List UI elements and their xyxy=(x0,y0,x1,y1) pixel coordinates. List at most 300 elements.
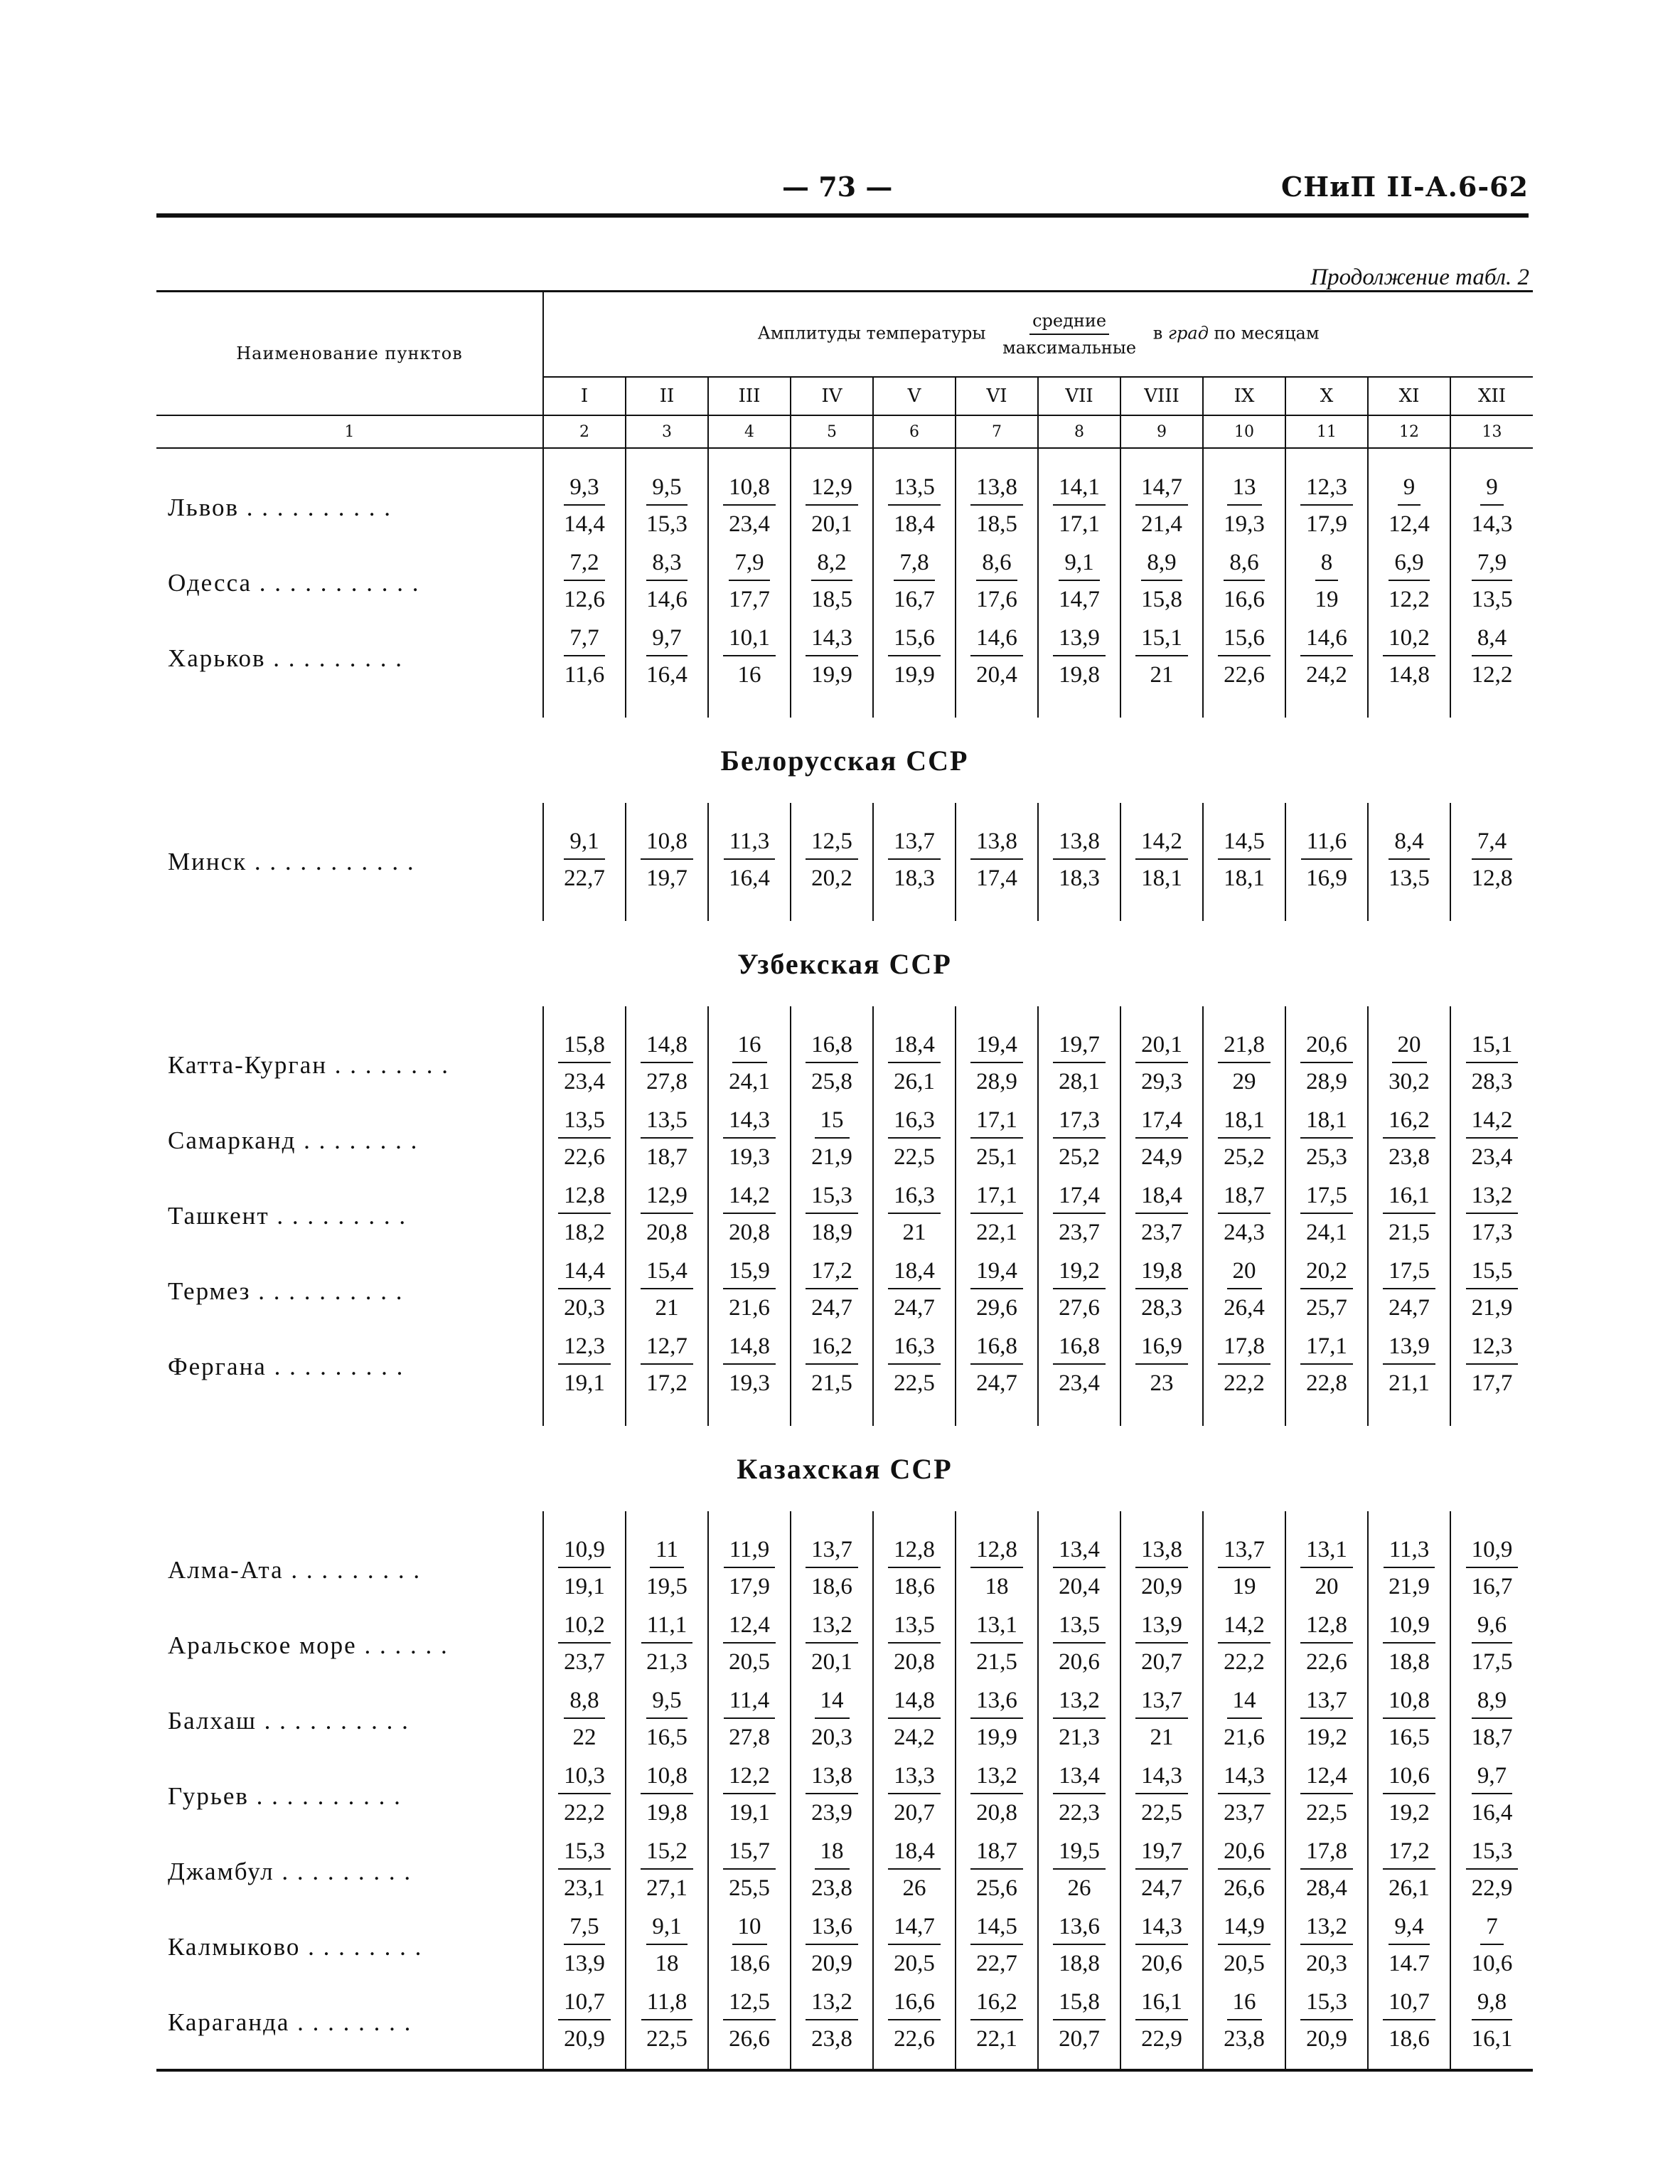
mean-amplitude: 13,2 xyxy=(1053,1686,1106,1719)
page-header xyxy=(156,171,1529,213)
mean-amplitude: 14,1 xyxy=(1053,473,1106,506)
max-amplitude: 25,5 xyxy=(729,1875,770,1901)
max-amplitude: 22 xyxy=(572,1725,596,1750)
max-amplitude: 24,7 xyxy=(1141,1875,1182,1901)
mean-amplitude: 9,3 xyxy=(564,473,604,506)
amplitude-fraction xyxy=(1466,1837,1519,1902)
max-amplitude: 23,8 xyxy=(1224,2026,1265,2052)
month-value-cell xyxy=(956,545,1038,621)
month-value-cell xyxy=(1368,1103,1450,1178)
max-amplitude: 23,8 xyxy=(1389,1144,1430,1170)
max-amplitude: 17,7 xyxy=(729,587,770,612)
amplitude-fraction xyxy=(970,624,1023,689)
max-amplitude: 18,8 xyxy=(1059,1951,1100,1976)
amplitude-fraction xyxy=(806,1332,858,1397)
max-amplitude: 22,8 xyxy=(1306,1370,1347,1396)
mean-amplitude: 12,8 xyxy=(1300,1611,1353,1644)
max-amplitude: 20,3 xyxy=(564,1295,605,1321)
month-value-cell xyxy=(1368,470,1450,545)
mean-amplitude: 20,6 xyxy=(1300,1030,1353,1063)
month-value-cell xyxy=(1203,824,1285,900)
month-value-cell xyxy=(1203,1909,1285,1985)
max-amplitude: 23,4 xyxy=(564,1069,605,1094)
max-amplitude: 22,2 xyxy=(1224,1649,1265,1675)
month-value-cell xyxy=(873,1329,956,1405)
amplitude-fraction xyxy=(1300,1988,1353,2053)
month-value-cell xyxy=(626,1254,708,1329)
mean-amplitude: 13,7 xyxy=(1135,1686,1188,1719)
max-amplitude: 23,7 xyxy=(1059,1220,1100,1245)
amplitude-fraction xyxy=(646,548,687,614)
mean-amplitude: 19,2 xyxy=(1053,1257,1106,1289)
amplitude-fraction xyxy=(729,1912,770,1978)
amplitude-fraction xyxy=(1472,1686,1513,1752)
mean-amplitude: 20 xyxy=(1392,1030,1427,1063)
mean-amplitude: 14,8 xyxy=(723,1332,776,1365)
max-amplitude: 16,5 xyxy=(1389,1725,1430,1750)
month-header: XII xyxy=(1450,377,1533,415)
amplitude-fraction xyxy=(888,1686,941,1752)
max-amplitude: 20,9 xyxy=(1141,1574,1182,1599)
month-value-cell xyxy=(1203,1608,1285,1683)
amplitude-fraction xyxy=(723,624,776,689)
mean-amplitude: 18,4 xyxy=(888,1837,941,1870)
max-amplitude: 22,9 xyxy=(1141,2026,1182,2052)
month-header: II xyxy=(626,377,708,415)
mean-amplitude: 13,7 xyxy=(888,827,941,860)
max-amplitude: 19,3 xyxy=(729,1144,770,1170)
month-value-cell xyxy=(791,1834,873,1909)
month-value-cell xyxy=(543,1834,626,1909)
mean-amplitude: 16,9 xyxy=(1135,1332,1188,1365)
amplitude-fraction xyxy=(641,1762,693,1827)
month-value-cell xyxy=(956,1178,1038,1254)
amplitude-fraction xyxy=(970,1535,1023,1601)
mean-amplitude: 12,5 xyxy=(723,1988,776,2020)
mean-amplitude: 14,9 xyxy=(1218,1912,1270,1945)
month-value-cell xyxy=(791,1254,873,1329)
month-value-cell xyxy=(791,1909,873,1985)
max-amplitude: 20,3 xyxy=(811,1725,852,1750)
month-value-cell xyxy=(543,1178,626,1254)
amplitude-fraction xyxy=(1300,1837,1353,1902)
amplitude-fraction xyxy=(806,1762,858,1827)
station-name: Аральское море . . . . . . xyxy=(156,1608,543,1683)
month-value-cell xyxy=(1038,545,1120,621)
mean-amplitude: 13,2 xyxy=(970,1762,1023,1794)
month-value-cell xyxy=(1285,1683,1368,1759)
max-amplitude: 20,9 xyxy=(1306,2026,1347,2052)
mean-amplitude: 19,8 xyxy=(1135,1257,1188,1289)
max-amplitude: 20 xyxy=(1315,1574,1339,1599)
max-amplitude: 20,7 xyxy=(894,1800,935,1826)
month-value-cell xyxy=(1285,824,1368,900)
month-value-cell xyxy=(1368,1608,1450,1683)
mean-amplitude: 15,8 xyxy=(1053,1988,1106,2020)
month-value-cell xyxy=(1120,1103,1203,1178)
amplitude-fraction xyxy=(641,827,693,893)
mean-amplitude: 15,3 xyxy=(558,1837,611,1870)
max-amplitude: 22,1 xyxy=(976,1220,1017,1245)
amplitude-fraction xyxy=(1472,1611,1513,1676)
month-value-cell xyxy=(1203,545,1285,621)
amplitude-fraction xyxy=(970,1837,1023,1902)
amplitude-fraction xyxy=(1383,624,1435,689)
amplitude-table xyxy=(156,290,1533,2072)
mean-amplitude: 13,8 xyxy=(1053,827,1106,860)
max-amplitude: 20,6 xyxy=(1059,1649,1100,1675)
max-amplitude: 17,7 xyxy=(1471,1370,1513,1396)
max-amplitude: 16,4 xyxy=(729,865,770,891)
month-value-cell xyxy=(1450,621,1533,696)
mean-amplitude: 15,3 xyxy=(1300,1988,1353,2020)
month-value-cell xyxy=(1038,1834,1120,1909)
amplitude-fraction xyxy=(1218,1912,1270,1978)
month-value-cell xyxy=(708,1103,791,1178)
amplitude-fraction xyxy=(970,1912,1023,1978)
title-denominator: максимальные xyxy=(1002,338,1137,358)
max-amplitude: 13,5 xyxy=(1471,587,1513,612)
amplitude-fraction xyxy=(1218,1535,1270,1601)
month-value-cell xyxy=(1368,621,1450,696)
max-amplitude: 16,4 xyxy=(646,662,687,688)
mean-amplitude: 17,1 xyxy=(1300,1332,1353,1365)
station-name: Ташкент . . . . . . . . . xyxy=(156,1178,543,1254)
max-amplitude: 17,5 xyxy=(1471,1649,1513,1675)
max-amplitude: 23,7 xyxy=(1141,1220,1182,1245)
max-amplitude: 13,5 xyxy=(1389,865,1430,891)
max-amplitude: 23,4 xyxy=(729,511,770,537)
month-value-cell xyxy=(1038,470,1120,545)
amplitude-fraction xyxy=(970,1988,1023,2053)
amplitude-fraction xyxy=(1300,1611,1353,1676)
mean-amplitude: 20 xyxy=(1227,1257,1262,1289)
mean-amplitude: 19,4 xyxy=(970,1030,1023,1063)
mean-amplitude: 14,2 xyxy=(1218,1611,1270,1644)
month-value-cell xyxy=(1120,1759,1203,1834)
column-number: 13 xyxy=(1450,415,1533,448)
mean-amplitude: 10,9 xyxy=(1466,1535,1519,1568)
month-header: VII xyxy=(1038,377,1120,415)
month-value-cell xyxy=(1038,1909,1120,1985)
max-amplitude: 22,9 xyxy=(1471,1875,1513,1901)
amplitude-fraction xyxy=(723,1988,776,2053)
table-row xyxy=(156,1103,1533,1178)
month-value-cell xyxy=(626,1178,708,1254)
max-amplitude: 16,4 xyxy=(1471,1800,1513,1826)
amplitude-fraction xyxy=(1315,548,1339,614)
amplitude-fraction xyxy=(641,1030,693,1096)
month-value-cell xyxy=(543,1683,626,1759)
max-amplitude: 20,8 xyxy=(976,1800,1017,1826)
month-value-cell xyxy=(543,1028,626,1103)
month-value-cell xyxy=(791,824,873,900)
amplitude-fraction xyxy=(1383,1837,1435,1902)
month-value-cell xyxy=(1450,1178,1533,1254)
amplitude-fraction xyxy=(1135,1106,1188,1171)
section-title: Узбекская ССР xyxy=(737,947,952,980)
mean-amplitude: 12,5 xyxy=(806,827,858,860)
month-value-cell xyxy=(873,1028,956,1103)
amplitude-fraction xyxy=(1218,1611,1270,1676)
amplitude-fraction xyxy=(564,827,605,893)
max-amplitude: 25,1 xyxy=(976,1144,1017,1170)
month-value-cell xyxy=(626,1329,708,1405)
column-number: 11 xyxy=(1285,415,1368,448)
amplitude-fraction xyxy=(970,1762,1023,1827)
month-value-cell xyxy=(708,1254,791,1329)
max-amplitude: 20,3 xyxy=(1306,1951,1347,1976)
month-value-cell xyxy=(708,1608,791,1683)
amplitude-fraction xyxy=(564,624,604,689)
amplitude-fraction xyxy=(1384,1535,1435,1601)
mean-amplitude: 18,7 xyxy=(1218,1181,1270,1214)
mean-amplitude: 15,7 xyxy=(723,1837,776,1870)
station-name: Балхаш . . . . . . . . . . xyxy=(156,1683,543,1759)
month-value-cell xyxy=(1285,1759,1368,1834)
amplitude-fraction xyxy=(1053,827,1106,893)
amplitude-fraction xyxy=(1135,1988,1188,2053)
max-amplitude: 26 xyxy=(902,1875,926,1901)
amplitude-fraction xyxy=(1300,1106,1353,1171)
month-value-cell xyxy=(1285,1533,1368,1608)
mean-amplitude: 13,9 xyxy=(1053,624,1106,656)
mean-amplitude: 10,9 xyxy=(1383,1611,1435,1644)
max-amplitude: 18,3 xyxy=(1059,865,1100,891)
amplitude-fraction xyxy=(1389,827,1430,893)
amplitude-fraction xyxy=(723,1106,776,1171)
table-row xyxy=(156,545,1533,621)
month-value-cell xyxy=(1038,1533,1120,1608)
max-amplitude: 20,8 xyxy=(646,1220,687,1245)
max-amplitude: 19,9 xyxy=(811,662,852,688)
mean-amplitude: 13,6 xyxy=(970,1686,1023,1719)
max-amplitude: 17,2 xyxy=(646,1370,687,1396)
mean-amplitude: 18,1 xyxy=(1300,1106,1353,1139)
column-number: 12 xyxy=(1368,415,1450,448)
max-amplitude: 22,5 xyxy=(646,2026,687,2052)
mean-amplitude: 12,4 xyxy=(723,1611,776,1644)
month-value-cell xyxy=(956,1533,1038,1608)
mean-amplitude: 20,2 xyxy=(1300,1257,1353,1289)
amplitude-fraction xyxy=(1389,548,1430,614)
mean-amplitude: 9,5 xyxy=(646,473,687,506)
mean-amplitude: 16,2 xyxy=(1383,1106,1435,1139)
mean-amplitude: 19,7 xyxy=(1135,1837,1188,1870)
month-value-cell xyxy=(1450,1985,1533,2060)
month-value-cell xyxy=(1203,1683,1285,1759)
month-value-cell xyxy=(1203,1028,1285,1103)
amplitude-fraction xyxy=(723,1837,776,1902)
amplitude-fraction xyxy=(1466,1257,1519,1322)
month-value-cell xyxy=(956,1254,1038,1329)
max-amplitude: 19,5 xyxy=(646,1574,687,1599)
mean-amplitude: 10,6 xyxy=(1383,1762,1435,1794)
mean-amplitude: 12,9 xyxy=(641,1181,693,1214)
mean-amplitude: 14,2 xyxy=(723,1181,776,1214)
amplitude-fraction xyxy=(723,1762,776,1827)
column-number: 9 xyxy=(1120,415,1203,448)
mean-amplitude: 10,7 xyxy=(1383,1988,1435,2020)
max-amplitude: 20,5 xyxy=(1224,1951,1265,1976)
amplitude-fraction xyxy=(811,1837,852,1902)
mean-amplitude: 12,8 xyxy=(558,1181,611,1214)
page-number: — 73 — xyxy=(782,171,893,203)
max-amplitude: 19,2 xyxy=(1306,1725,1347,1750)
column-number: 10 xyxy=(1203,415,1285,448)
month-value-cell xyxy=(543,545,626,621)
mean-amplitude: 14,3 xyxy=(1135,1762,1188,1794)
mean-amplitude: 15,2 xyxy=(641,1837,693,1870)
amplitude-fraction xyxy=(1135,1912,1188,1978)
table-row xyxy=(156,1834,1533,1909)
max-amplitude: 26,1 xyxy=(1389,1875,1430,1901)
max-amplitude: 21,6 xyxy=(729,1295,770,1321)
max-amplitude: 18,5 xyxy=(811,587,852,612)
amplitude-fraction xyxy=(888,1762,941,1827)
continuation-note: Продолжение табл. 2 xyxy=(1310,265,1529,290)
mean-amplitude: 8,6 xyxy=(1224,548,1264,581)
section-title: Казахская ССР xyxy=(737,1452,953,1485)
amplitude-fraction xyxy=(646,1686,687,1752)
mean-amplitude: 12,4 xyxy=(1300,1762,1353,1794)
column-number: 4 xyxy=(708,415,791,448)
table-row xyxy=(156,1028,1533,1103)
title-numerator: средние xyxy=(1029,311,1109,335)
amplitude-fraction xyxy=(564,1912,605,1978)
amplitude-fraction xyxy=(558,1106,611,1171)
mean-amplitude: 12,3 xyxy=(1300,473,1353,506)
month-value-cell xyxy=(1038,1103,1120,1178)
amplitude-fraction xyxy=(1300,1257,1353,1322)
amplitude-fraction xyxy=(1472,1988,1513,2053)
amplitude-fraction xyxy=(1053,1257,1106,1322)
amplitude-fraction xyxy=(1389,473,1430,538)
max-amplitude: 18,6 xyxy=(729,1951,770,1976)
max-amplitude: 18,6 xyxy=(894,1574,935,1599)
max-amplitude: 17,9 xyxy=(729,1574,770,1599)
mean-amplitude: 16,8 xyxy=(970,1332,1023,1365)
month-value-cell xyxy=(873,1608,956,1683)
mean-amplitude: 8,4 xyxy=(1389,827,1429,860)
name-column-header: Наименование пунктов xyxy=(156,292,543,416)
mean-amplitude: 14,3 xyxy=(1218,1762,1270,1794)
max-amplitude: 22,7 xyxy=(976,1951,1017,1976)
max-amplitude: 21,4 xyxy=(1141,511,1182,537)
month-value-cell xyxy=(1450,1834,1533,1909)
max-amplitude: 21,5 xyxy=(811,1370,852,1396)
spacer-row xyxy=(156,1405,1533,1426)
mean-amplitude: 13,5 xyxy=(641,1106,693,1139)
max-amplitude: 22,6 xyxy=(894,2026,935,2052)
month-value-cell xyxy=(791,1028,873,1103)
month-value-cell xyxy=(708,1985,791,2060)
amplitude-fraction xyxy=(1472,548,1513,614)
table-body xyxy=(156,448,1533,2070)
month-value-cell xyxy=(956,824,1038,900)
table-row xyxy=(156,824,1533,900)
amplitude-fraction xyxy=(888,1106,941,1171)
max-amplitude: 28,3 xyxy=(1471,1069,1513,1094)
max-amplitude: 29,3 xyxy=(1141,1069,1182,1094)
month-value-cell xyxy=(1450,824,1533,900)
amplitude-fraction xyxy=(1053,1535,1106,1601)
amplitude-fraction xyxy=(1053,1988,1106,2053)
month-value-cell xyxy=(1203,1329,1285,1405)
month-value-cell xyxy=(1120,1834,1203,1909)
month-header: VI xyxy=(956,377,1038,415)
mean-amplitude: 14,6 xyxy=(970,624,1023,656)
mean-amplitude: 17,5 xyxy=(1383,1257,1435,1289)
month-value-cell xyxy=(1038,1028,1120,1103)
amplitude-fraction xyxy=(646,624,687,689)
max-amplitude: 17,3 xyxy=(1471,1220,1513,1245)
mean-amplitude: 19,5 xyxy=(1053,1837,1106,1870)
month-value-cell xyxy=(1368,1028,1450,1103)
max-amplitude: 19,1 xyxy=(729,1800,770,1826)
station-name: Самарканд . . . . . . . . xyxy=(156,1103,543,1178)
month-value-cell xyxy=(1038,621,1120,696)
amplitude-fraction xyxy=(1300,1912,1353,1978)
month-value-cell xyxy=(1038,1254,1120,1329)
amplitude-fraction xyxy=(724,827,776,893)
mean-amplitude: 12,7 xyxy=(641,1332,693,1365)
max-amplitude: 29,6 xyxy=(976,1295,1017,1321)
max-amplitude: 20,6 xyxy=(1141,1951,1182,1976)
max-amplitude: 24,2 xyxy=(1306,662,1347,688)
mean-amplitude: 18,4 xyxy=(888,1030,941,1063)
mean-amplitude: 12,8 xyxy=(970,1535,1023,1568)
month-value-cell xyxy=(1450,470,1533,545)
month-value-cell xyxy=(708,470,791,545)
max-amplitude: 24,2 xyxy=(894,1725,935,1750)
amplitude-fraction xyxy=(1300,1762,1353,1827)
mean-amplitude: 14,8 xyxy=(641,1030,693,1063)
mean-amplitude: 16,2 xyxy=(970,1988,1023,2020)
mean-amplitude: 21,8 xyxy=(1218,1030,1270,1063)
month-value-cell xyxy=(873,1985,956,2060)
mean-amplitude: 15,3 xyxy=(806,1181,858,1214)
month-value-cell xyxy=(708,1759,791,1834)
month-value-cell xyxy=(873,1909,956,1985)
mean-amplitude: 17,5 xyxy=(1300,1181,1353,1214)
mean-amplitude: 10 xyxy=(732,1912,767,1945)
month-value-cell xyxy=(956,1028,1038,1103)
month-value-cell xyxy=(708,621,791,696)
mean-amplitude: 15 xyxy=(815,1106,850,1139)
amplitude-fraction xyxy=(1472,624,1513,689)
column-number: 7 xyxy=(956,415,1038,448)
month-value-cell xyxy=(626,1608,708,1683)
month-value-cell xyxy=(1368,1909,1450,1985)
mean-amplitude: 13,6 xyxy=(1053,1912,1106,1945)
month-value-cell xyxy=(791,621,873,696)
month-value-cell xyxy=(1285,1178,1368,1254)
max-amplitude: 19 xyxy=(1232,1574,1256,1599)
mean-amplitude: 9,6 xyxy=(1472,1611,1512,1644)
month-value-cell xyxy=(543,1759,626,1834)
max-amplitude: 21,1 xyxy=(1389,1370,1430,1396)
max-amplitude: 18 xyxy=(655,1951,679,1976)
amplitude-fraction xyxy=(1053,1611,1106,1676)
amplitude-fraction xyxy=(641,1106,693,1171)
mean-amplitude: 13,9 xyxy=(1135,1611,1188,1644)
month-value-cell xyxy=(1368,1533,1450,1608)
mean-amplitude: 14,4 xyxy=(558,1257,611,1289)
amplitude-fraction xyxy=(1053,473,1106,538)
max-amplitude: 22,6 xyxy=(1224,662,1265,688)
mean-amplitude: 7,9 xyxy=(729,548,769,581)
